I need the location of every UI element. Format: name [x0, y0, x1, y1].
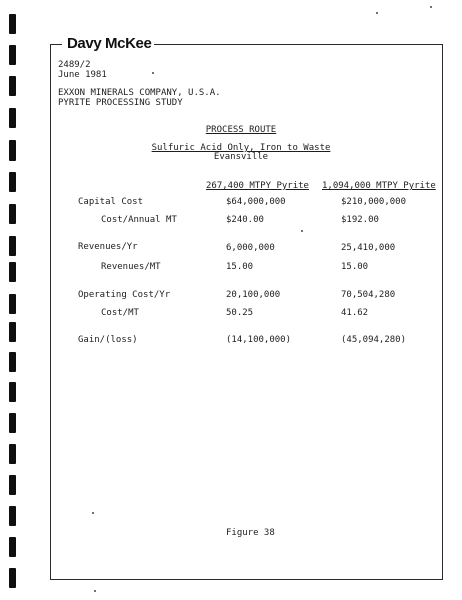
company-logo: Davy McKee — [64, 35, 154, 52]
column-header-large: 1,094,000 MTPY Pyrite — [322, 181, 436, 191]
binder-marks — [0, 0, 22, 600]
binder-mark — [9, 475, 16, 495]
binder-mark — [9, 413, 16, 433]
scan-speck — [376, 12, 378, 14]
scan-speck — [94, 590, 96, 592]
binder-mark — [9, 236, 16, 256]
document-number: 2489/2 — [58, 60, 91, 70]
scan-speck — [152, 72, 154, 74]
section-subtitle: Sulfuric Acid Only, Iron to Waste — [151, 143, 331, 153]
binder-mark — [9, 172, 16, 192]
row-value-small: 50.25 — [226, 308, 254, 318]
row-value-large: 25,410,000 — [341, 243, 396, 253]
scan-speck — [430, 6, 432, 8]
binder-mark — [9, 294, 16, 314]
frame-bottom-line — [50, 579, 443, 580]
row-value-large: $192.00 — [341, 215, 379, 225]
row-value-large: $210,000,000 — [341, 197, 407, 207]
column-header-small: 267,400 MTPY Pyrite — [206, 181, 309, 191]
row-value-large: 70,504,280 — [341, 290, 396, 300]
client-name: EXXON MINERALS COMPANY, U.S.A. — [58, 88, 221, 98]
row-value-small: $240.00 — [226, 215, 264, 225]
row-value-large: 41.62 — [341, 308, 369, 318]
binder-mark — [9, 322, 16, 342]
section-location: Evansville — [213, 152, 269, 162]
binder-mark — [9, 352, 16, 372]
section-title: PROCESS ROUTE — [205, 125, 277, 135]
row-label: Operating Cost/Yr — [78, 290, 171, 300]
row-label: Cost/MT — [101, 308, 139, 318]
binder-mark — [9, 537, 16, 557]
frame-top-line — [145, 44, 443, 45]
row-value-small: 15.00 — [226, 262, 254, 272]
row-label: Revenues/MT — [101, 262, 161, 272]
scan-speck — [92, 512, 94, 514]
row-value-large: (45,094,280) — [341, 335, 407, 345]
figure-caption: Figure 38 — [226, 528, 275, 538]
document-date: June 1981 — [58, 70, 107, 80]
frame-top-left-line — [50, 44, 62, 45]
frame-left-line — [50, 44, 51, 579]
row-value-small: 20,100,000 — [226, 290, 281, 300]
binder-mark — [9, 140, 16, 161]
binder-mark — [9, 262, 16, 282]
binder-mark — [9, 444, 16, 464]
binder-mark — [9, 506, 16, 526]
scan-speck — [301, 230, 303, 232]
binder-mark — [9, 14, 16, 34]
row-value-small: (14,100,000) — [226, 335, 292, 345]
row-label: Revenues/Yr — [78, 242, 138, 252]
row-value-small: $64,000,000 — [226, 197, 286, 207]
binder-mark — [9, 568, 16, 588]
binder-mark — [9, 382, 16, 402]
study-title: PYRITE PROCESSING STUDY — [58, 98, 183, 108]
row-value-small: 6,000,000 — [226, 243, 275, 253]
row-label: Cost/Annual MT — [101, 215, 177, 225]
row-label: Gain/(loss) — [78, 335, 138, 345]
binder-mark — [9, 45, 16, 65]
frame-right-line — [442, 44, 443, 579]
row-label: Capital Cost — [78, 197, 144, 207]
binder-mark — [9, 108, 16, 128]
row-value-large: 15.00 — [341, 262, 369, 272]
binder-mark — [9, 76, 16, 96]
binder-mark — [9, 204, 16, 224]
